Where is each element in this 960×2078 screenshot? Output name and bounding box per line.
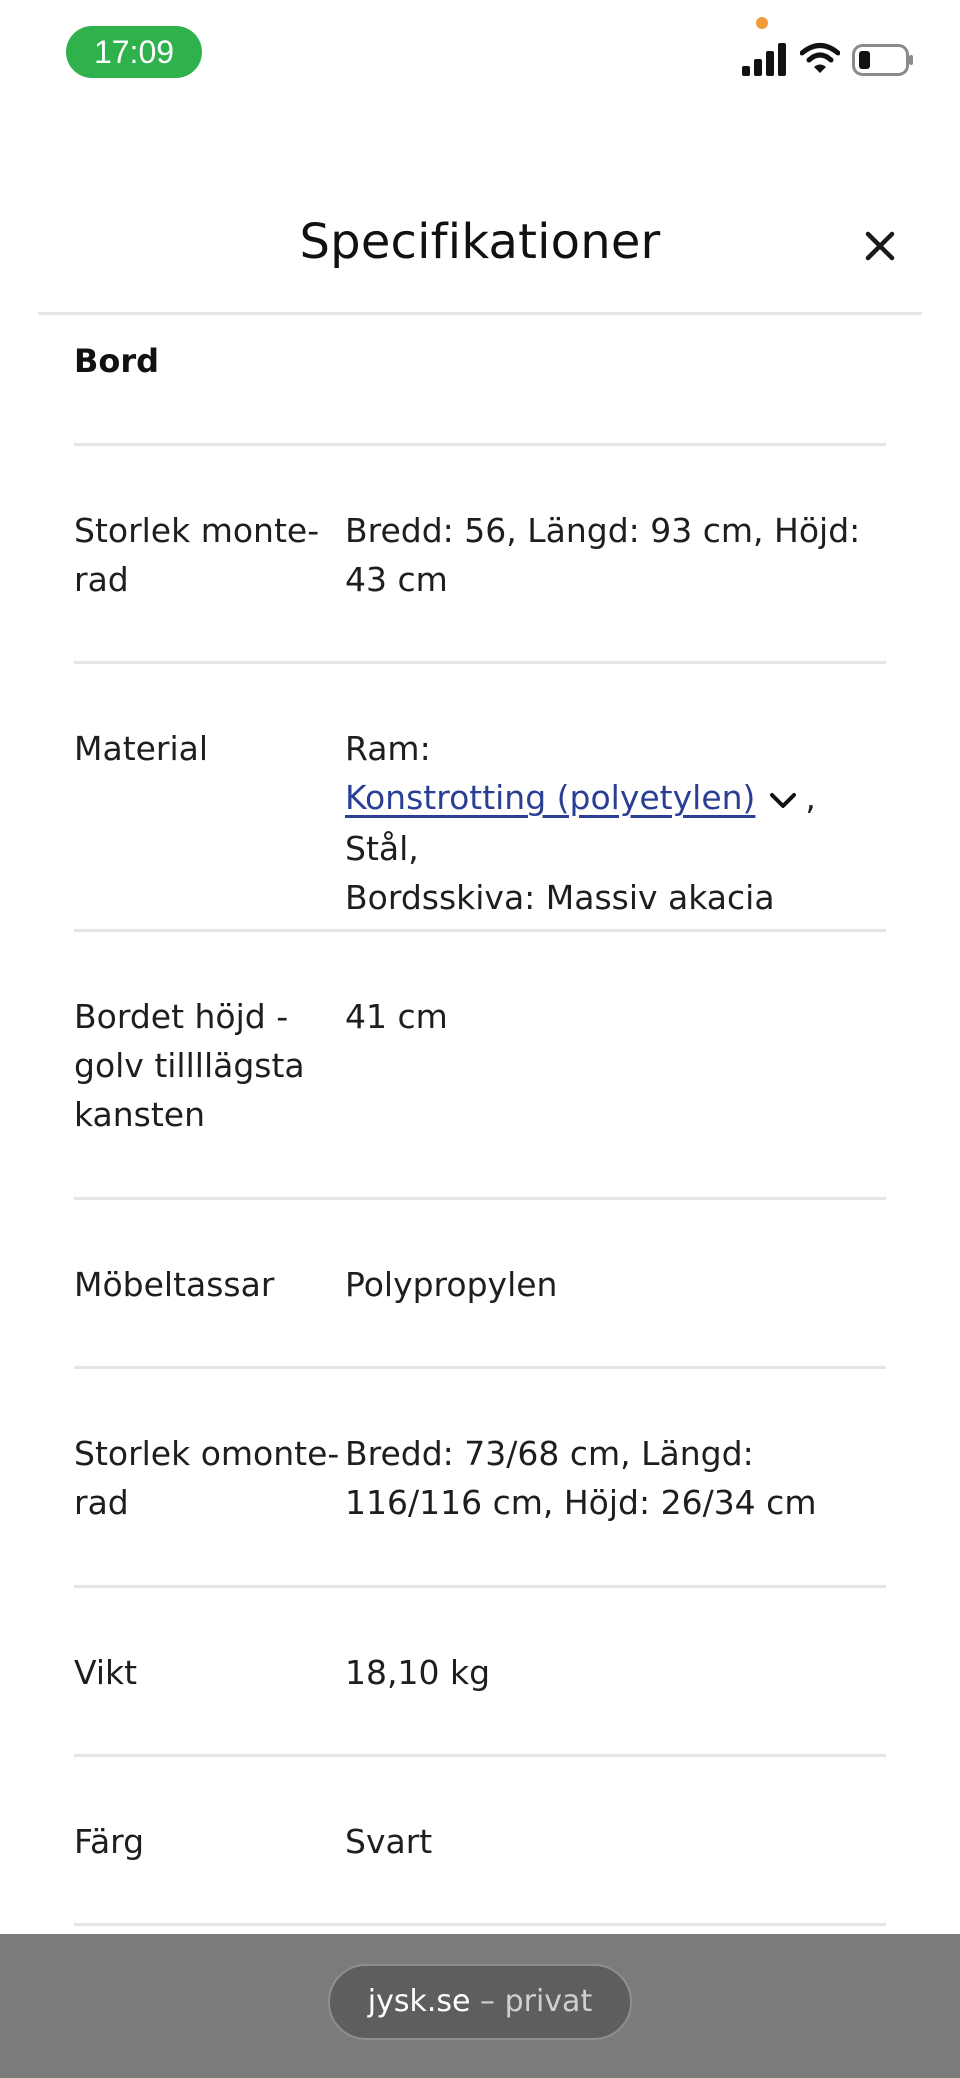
status-time: 17:09: [66, 26, 202, 78]
spec-value: [345, 724, 886, 929]
url-domain: jysk.se: [367, 1984, 471, 2019]
battery-icon: [852, 44, 914, 76]
modal-header: [0, 200, 960, 290]
signal-icon: [742, 42, 788, 76]
material-frame-label: Ram:: [345, 729, 431, 768]
spec-row-weight: [74, 1588, 886, 1757]
material-link[interactable]: Konstrotting (polyetylen): [345, 778, 756, 817]
private-mode-label: – privat: [470, 1984, 593, 2019]
material-after-link: , Stål,: [345, 778, 816, 868]
header-divider: [38, 312, 922, 315]
spec-label: Färg: [74, 1822, 145, 1861]
spec-value: Svart: [345, 1822, 433, 1861]
browser-bottom-bar: [0, 1934, 960, 2078]
page-title: Specifikationer: [299, 214, 661, 270]
spec-row-color: [74, 1757, 886, 1926]
material-tabletop: Bordsskiva: Massiv akacia: [345, 878, 775, 917]
spec-label: Material: [74, 729, 209, 768]
spec-value: Bredd: 56, Längd: 93 cm, Höjd: 43 cm: [345, 511, 861, 599]
spec-value: 18,10 kg: [345, 1653, 491, 1692]
status-bar: [0, 0, 960, 110]
spec-row-furniture-feet: [74, 1200, 886, 1369]
spec-value: Polypropylen: [345, 1265, 558, 1304]
chevron-down-icon[interactable]: [769, 775, 797, 824]
address-bar[interactable]: [328, 1964, 632, 2040]
spec-label: Storlek monte-rad: [74, 511, 320, 599]
spec-list[interactable]: [74, 316, 886, 1926]
wifi-icon: [800, 42, 840, 74]
spec-label: Vikt: [74, 1653, 138, 1692]
spec-value: 41 cm: [345, 997, 448, 1036]
spec-label: Storlek omonte-rad: [74, 1434, 340, 1522]
spec-label: Möbeltassar: [74, 1265, 275, 1304]
spec-row-table-height: [74, 932, 886, 1200]
close-button[interactable]: [862, 228, 898, 264]
spec-row-assembled-size: [74, 446, 886, 664]
close-icon: [862, 228, 898, 264]
spec-value: Bredd: 73/68 cm, Längd: 116/116 cm, Höjd: 26/34 cm: [345, 1434, 817, 1522]
section-title: Bord: [74, 316, 886, 446]
privacy-indicator-dot: [756, 17, 768, 29]
spec-row-material: [74, 664, 886, 932]
spec-label: Bordet höjd - golv tillllägsta kansten: [74, 997, 305, 1134]
spec-row-unassembled-size: [74, 1369, 886, 1588]
